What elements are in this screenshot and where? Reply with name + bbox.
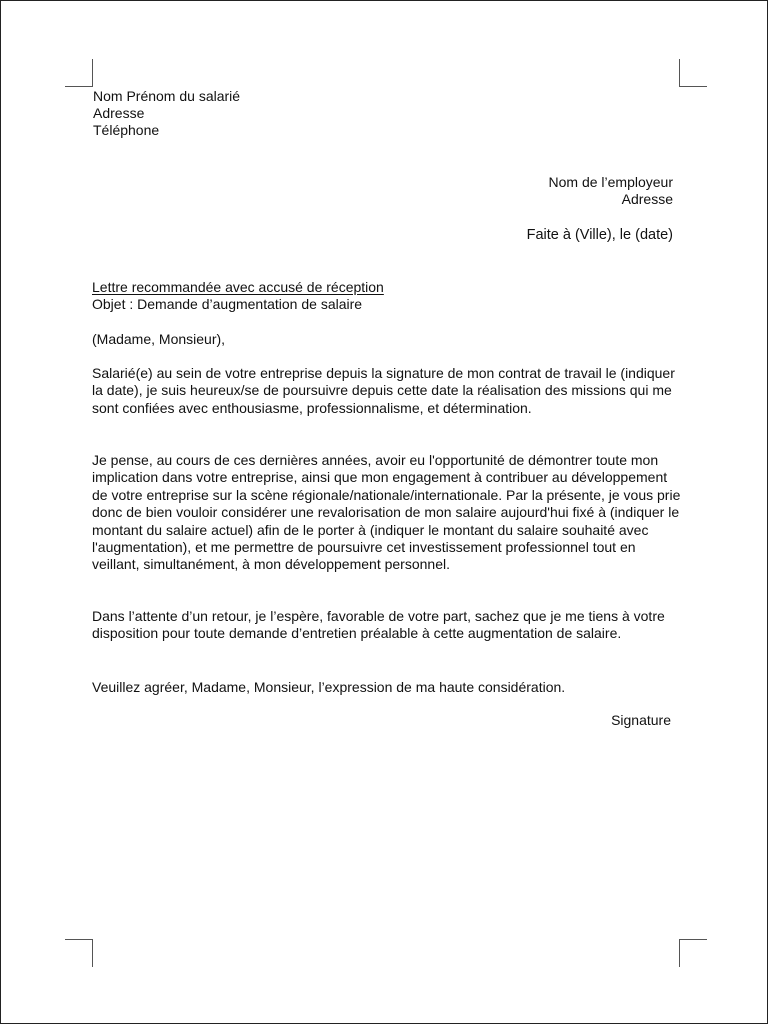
sender-address: Adresse <box>93 105 145 121</box>
sender-phone: Téléphone <box>93 122 160 138</box>
paragraph-request: Je pense, au cours de ces dernières années, avoir eu l'opportunité de démontrer toute mon implication dans votre entreprise, ainsi que mon engagement à contribuer au développement de votre entreprise sur la scène régionale/nationale/internationale. Par la présente, je vous prie donc de bien vouloir considérer une revalorisation de mon salaire aujourd'hui fixé à (indiquer le montant du salaire actuel) afin de le porter à (indiquer le montant du salaire souhaité avec l'augmentation), et me permettre de poursuivre cet investissement professionnel tout en veillant, simultanément, à mon développement personnel. <box>92 452 681 573</box>
crop-mark-top-right <box>679 59 707 87</box>
signature: Signature <box>611 712 671 728</box>
employer-block <box>549 174 674 208</box>
subject-line: Objet : Demande d’augmentation de salaire <box>92 296 363 312</box>
paragraph-closing: Veuillez agréer, Madame, Monsieur, l’expression de ma haute considération. <box>92 679 566 695</box>
paragraph-availability: Dans l’attente d’un retour, je l’espère, favorable de votre part, sachez que je me tiens à votre disposition pour toute demande d’entretien préalable à cette augmentation de salaire. <box>92 608 665 642</box>
employer-name: Nom de l’employeur <box>548 174 673 190</box>
salutation: (Madame, Monsieur), <box>92 331 226 347</box>
crop-mark-top-left <box>65 59 93 87</box>
employer-address: Adresse <box>621 191 673 207</box>
subject-block <box>92 279 384 313</box>
registered-mail-notice: Lettre recommandée avec accusé de réception <box>92 279 384 295</box>
paragraph-intro: Salarié(e) au sein de votre entreprise depuis la signature de mon contrat de travail le (indiquer la date), je suis heureux/se de poursuivre depuis cette date la réalisation des missions qui me sont confiées avec enthousiasme, professionnalisme, et détermination. <box>92 365 675 416</box>
sender-block <box>93 88 240 139</box>
sender-name: Nom Prénom du salarié <box>93 88 241 104</box>
crop-mark-bottom-right <box>679 939 707 967</box>
crop-mark-bottom-left <box>65 939 93 967</box>
place-date: Faite à (Ville), le (date) <box>526 227 673 243</box>
